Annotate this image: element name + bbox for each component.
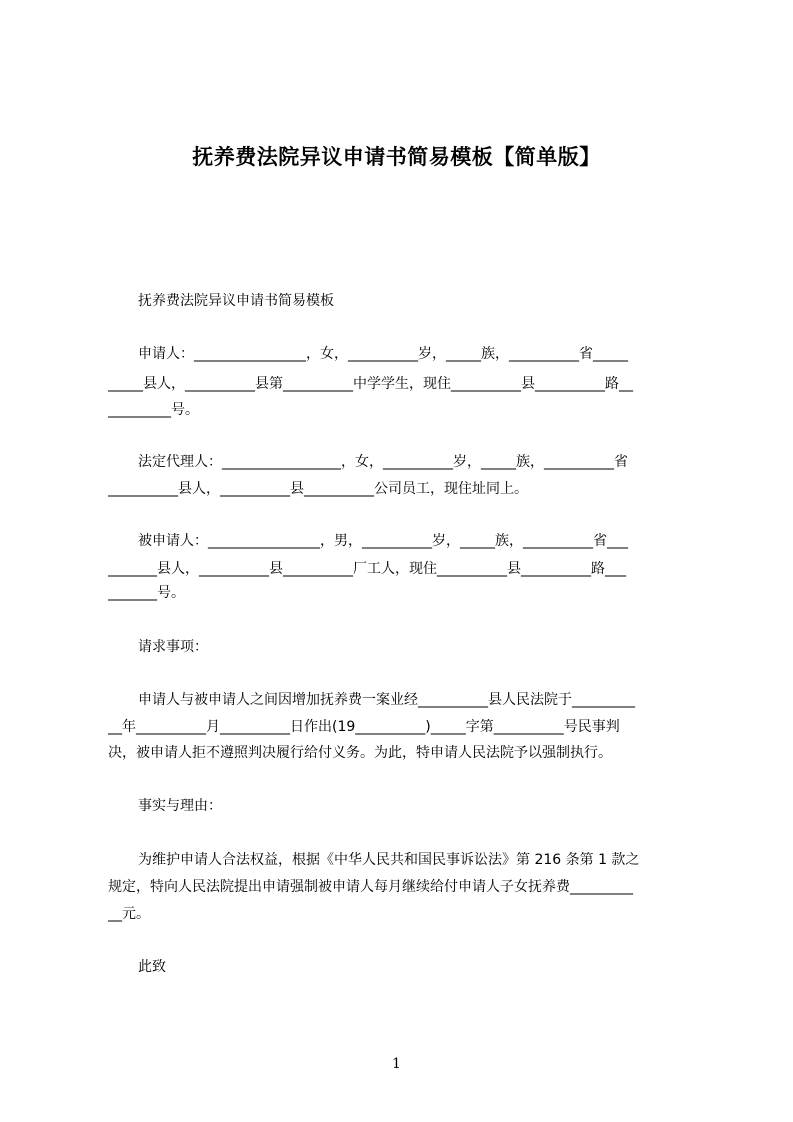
- applicant-line-1: 申请人：________________，女，__________岁，_____族，__________省_____: [138, 346, 628, 362]
- respondent-line-3: _______号。: [108, 585, 185, 601]
- legal-agent-line-1: 法定代理人：_________________，女，__________岁，_____族，__________省: [138, 454, 628, 470]
- respondent-line-1: 被申请人：________________，男，__________岁，_____族，__________省___: [138, 533, 628, 549]
- request-line-2: __年__________月__________日作出(19__________)_____字第__________号民事判: [108, 719, 620, 735]
- closing-text: 此致: [138, 959, 166, 975]
- facts-line-2: 规定，特向人民法院提出申请强制被申请人每月继续给付申请人子女抚养费_________: [108, 879, 633, 895]
- facts-heading: 事实与理由：: [138, 798, 222, 814]
- request-line-1: 申请人与被申请人之间因增加抚养费一案业经__________县人民法院于_________: [138, 692, 635, 708]
- respondent-line-2: _______县人，__________县__________厂工人，现住__________县__________路___: [108, 561, 626, 577]
- request-line-3: 决，被申请人拒不遵照判决履行给付义务。为此，特申请人民法院予以强制执行。: [108, 745, 612, 761]
- page-number: 1: [392, 1056, 401, 1072]
- request-heading: 请求事项：: [138, 639, 208, 655]
- applicant-line-2: _____县人，__________县第__________中学学生，现住__________县__________路__: [108, 376, 633, 392]
- document-subtitle: 抚养费法院异议申请书简易模板: [138, 293, 334, 309]
- facts-line-3: __元。: [108, 906, 150, 922]
- legal-agent-line-2: __________县人，__________县__________公司员工，现住址同上。: [108, 481, 528, 497]
- page-title: 抚养费法院异议申请书简易模板【简单版】: [192, 145, 601, 169]
- facts-line-1: 为维护申请人合法权益，根据《中华人民共和国民事诉讼法》第 216 条第 1 款之: [138, 852, 640, 868]
- applicant-line-3: _________号。: [108, 402, 199, 418]
